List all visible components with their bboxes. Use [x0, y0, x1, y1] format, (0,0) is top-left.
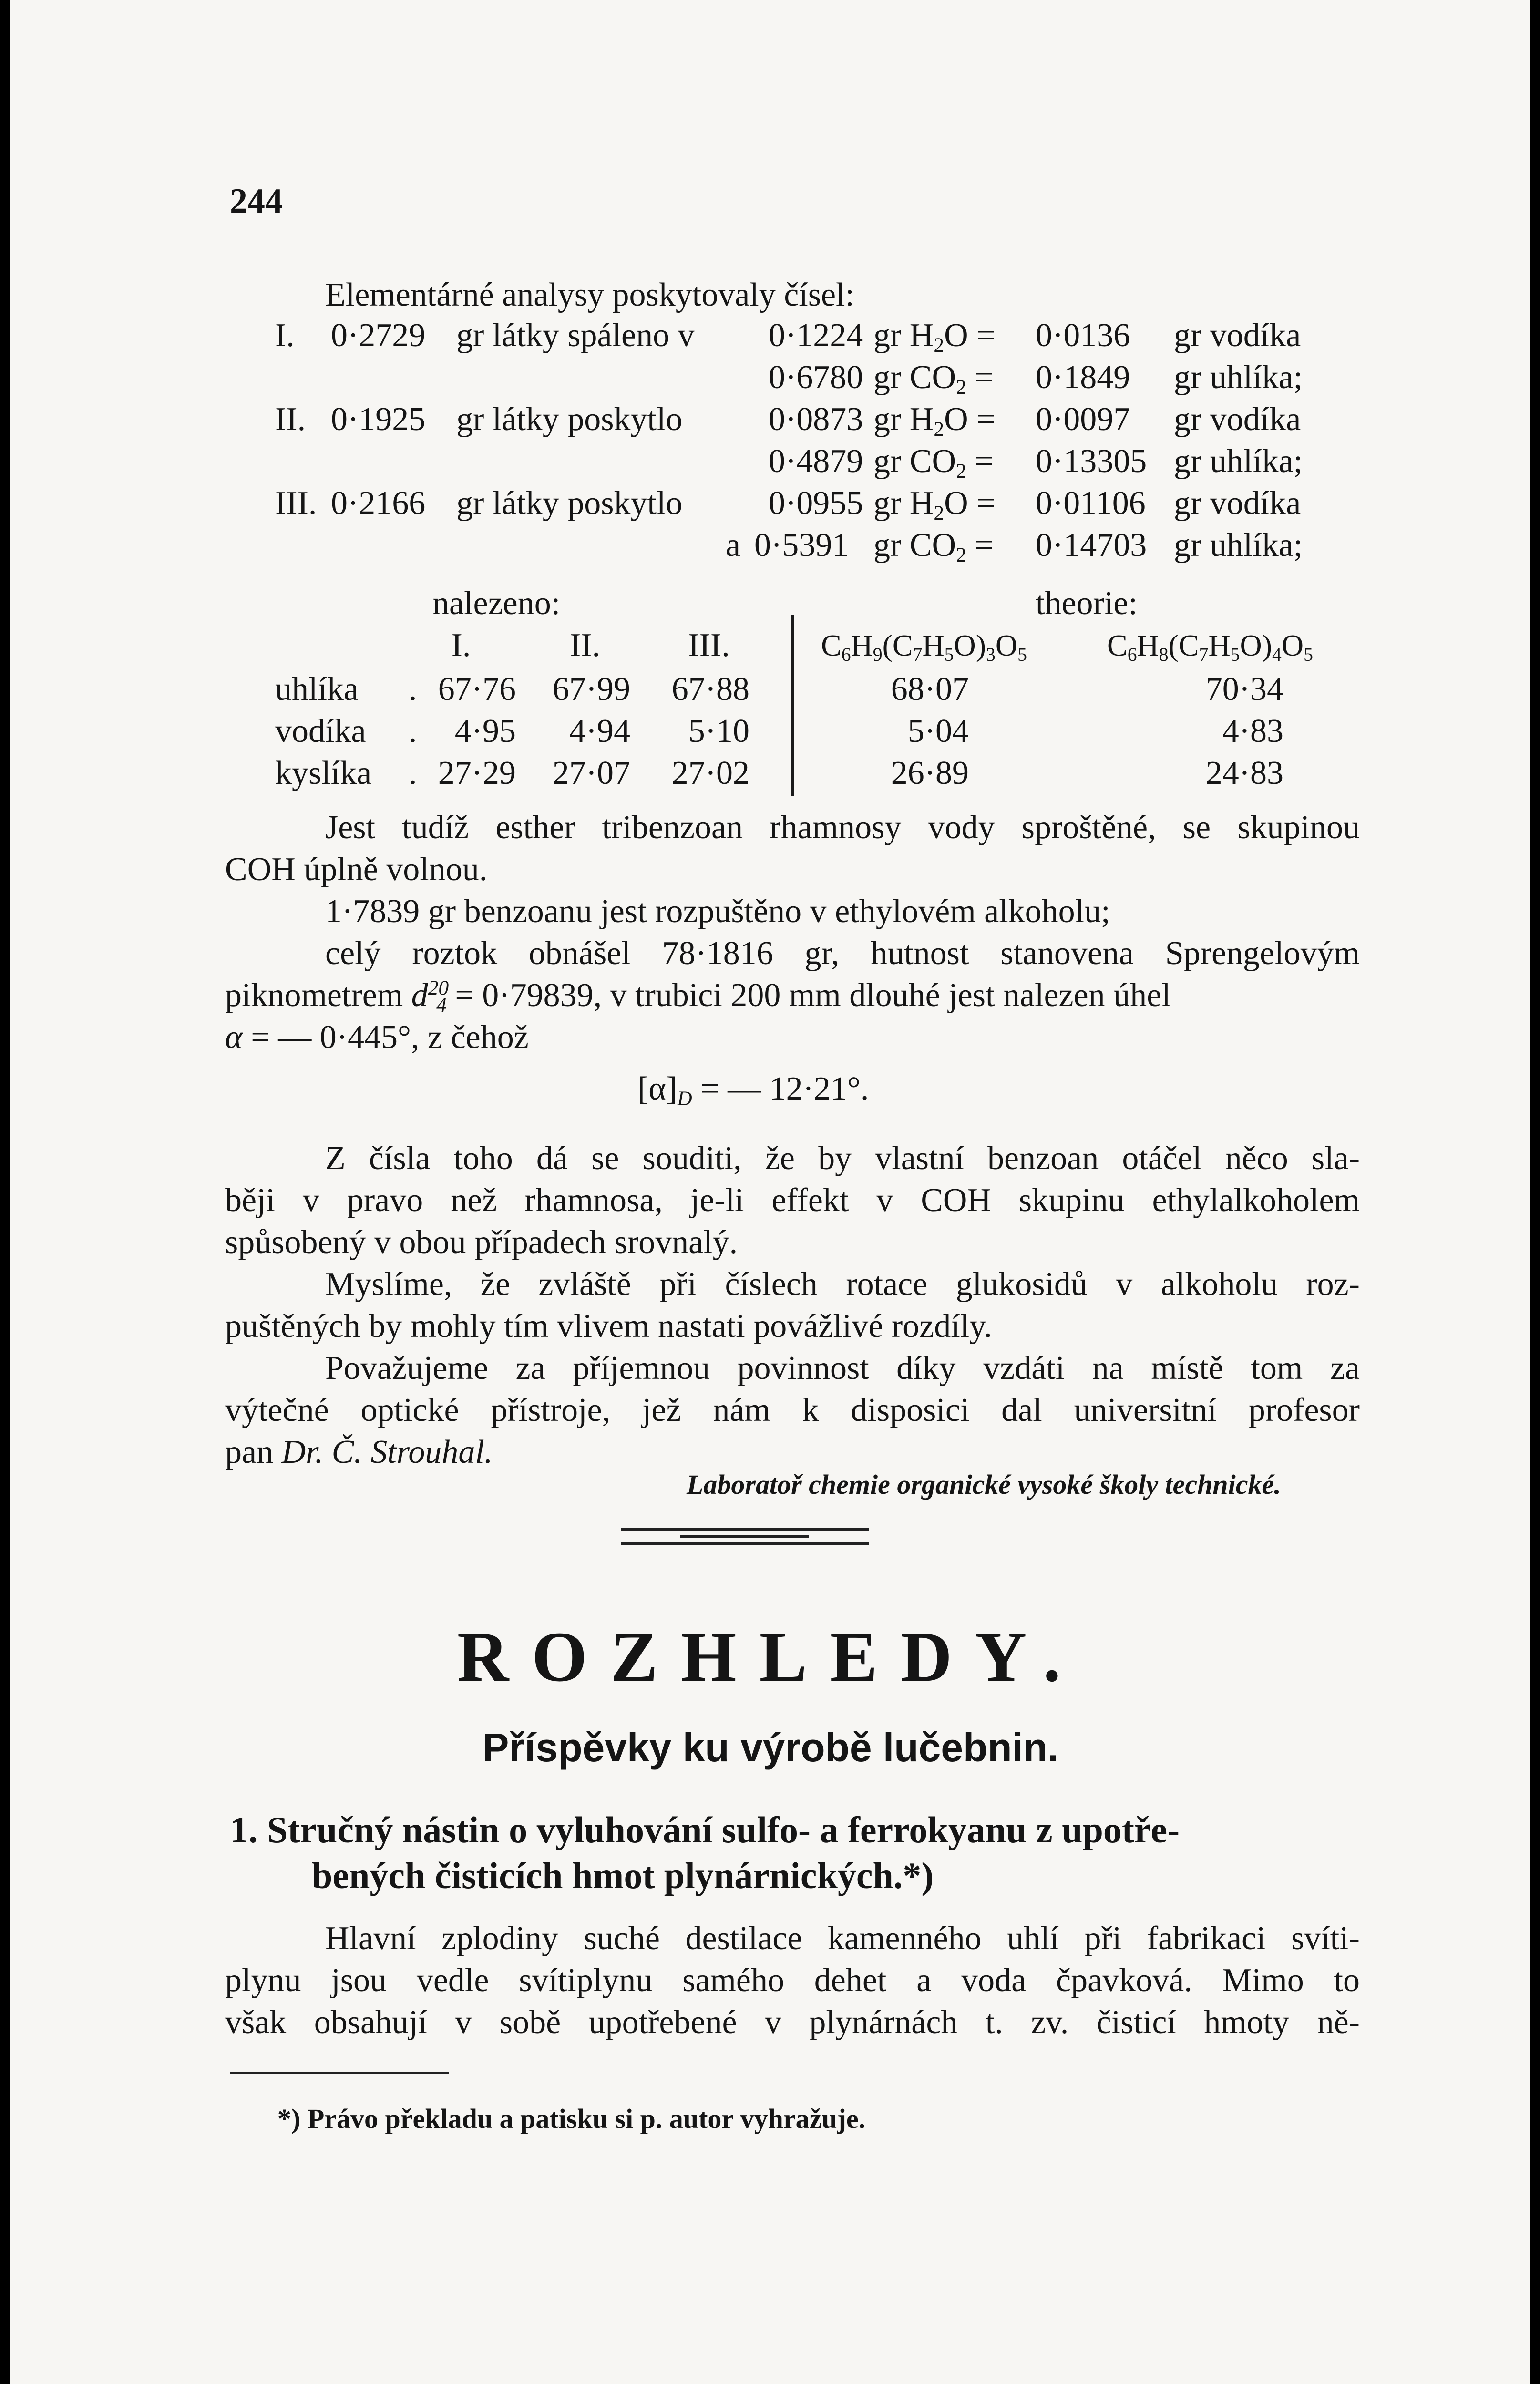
- text-line: Z čísla toho dá se souditi, že by vlastní benzoan otáčel něco sla-: [325, 1140, 1360, 1177]
- analysis-verb: gr látky poskytlo: [456, 401, 683, 438]
- theory-value: 68·07: [891, 671, 969, 708]
- alpha-symbol: α: [225, 1019, 243, 1056]
- column-header: III.: [688, 627, 730, 664]
- rotation-value: = — 12·21°.: [700, 1070, 869, 1107]
- leader-dot: .: [409, 713, 417, 750]
- text-line: výtečné optické přístroje, jež nám k disposici dal universitní profesor: [225, 1392, 1360, 1428]
- theory-label: theorie:: [1036, 585, 1138, 622]
- analysis-intro: Elementárné analysy poskytovaly čísel:: [325, 277, 854, 313]
- found-value: 4·94: [569, 713, 630, 750]
- text-line: Považujeme za příjemnou povinnost díky vzdáti na místě tom za: [325, 1350, 1360, 1387]
- table-divider: [791, 615, 794, 796]
- result-unit: gr vodíka: [1174, 317, 1301, 354]
- text-line: [225, 975, 1171, 1017]
- amount: 0·0873: [769, 401, 863, 438]
- result-value: 0·14703: [1036, 527, 1147, 564]
- result-value: 0·1849: [1036, 359, 1130, 396]
- result-value: 0·0097: [1036, 401, 1130, 438]
- sample-weight: 0·2729: [331, 317, 426, 354]
- analysis-verb: gr látky poskytlo: [456, 485, 683, 522]
- section-title: ROZHLEDY.: [457, 1617, 1084, 1696]
- text-fragment: pan: [225, 1434, 274, 1470]
- rotation-bracket: [α]: [637, 1070, 678, 1107]
- found-value: 67·88: [671, 671, 749, 708]
- text-line: COH úplně volnou.: [225, 851, 488, 888]
- amount: 0·6780: [769, 359, 863, 396]
- rotation-subscript: D: [677, 1087, 692, 1110]
- sample-weight: 0·1925: [331, 401, 426, 438]
- subsection-title: 1. Stručný nástin o vyluhování sulfo- a ferrokyanu z upotře-: [230, 1809, 1180, 1850]
- found-value: 27·07: [552, 755, 630, 791]
- theory-value: 4·83: [1222, 713, 1283, 750]
- leader-dot: .: [409, 755, 417, 791]
- found-value: 5·10: [688, 713, 749, 750]
- amount: 0·1224: [769, 317, 863, 354]
- result-unit: gr vodíka: [1174, 485, 1301, 522]
- article-title: Příspěvky ku výrobě lučebnin.: [482, 1725, 1059, 1770]
- text-line: však obsahují v sobě upotřebené v plynárnách t. zv. čisticí hmoty ně-: [225, 2004, 1360, 2041]
- amount: 0·0955: [769, 485, 863, 522]
- page-number: 244: [230, 182, 283, 221]
- formula-co2: gr $CO_2$ =: [873, 359, 994, 399]
- formula-h2o: gr $H_2O$ =: [873, 485, 996, 525]
- text-fragment: piknometrem: [225, 977, 403, 1014]
- text-fragment: = 0·79839, v trubici 200 mm dlouhé jest nalezen úhel: [455, 977, 1171, 1014]
- formula-h2o: gr $H_2O$ =: [873, 401, 996, 441]
- result-value: 0·13305: [1036, 443, 1147, 480]
- theory-value: 26·89: [891, 755, 969, 791]
- rotation-formula: [637, 1068, 869, 1110]
- analysis-verb: gr látky spáleno v: [456, 317, 695, 354]
- text-line: plynu jsou vedle svítiplynu samého dehet a voda čpavková. Mimo to: [225, 1962, 1360, 1999]
- text-line: Myslíme, že zvláště při číslech rotace glukosidů v alkoholu roz-: [325, 1266, 1360, 1303]
- found-label: nalezeno:: [432, 585, 561, 622]
- text-line: Jest tudíž esther tribenzoan rhamnosy vody sproštěné, se skupinou: [325, 809, 1360, 846]
- subsection-title: bených čisticích hmot plynárnických.*): [312, 1855, 934, 1896]
- result-unit: gr uhlíka;: [1174, 359, 1303, 396]
- element-label: kyslíka: [275, 755, 372, 791]
- text-fragment: = — 0·445°, z čehož: [251, 1019, 529, 1056]
- text-line: spůsobený v obou případech srovnalý.: [225, 1224, 738, 1261]
- laboratory-credit: Laboratoř chemie organické vysoké školy technické.: [687, 1469, 1281, 1500]
- text-line: celý roztok obnášel 78·1816 gr, hutnost stanovena Sprengelovým: [325, 935, 1360, 972]
- analysis-label: I.: [275, 317, 295, 354]
- result-value: 0·01106: [1036, 485, 1146, 522]
- column-header: II.: [569, 627, 601, 664]
- amount: 0·5391: [754, 527, 849, 564]
- leader-dot: .: [409, 671, 417, 708]
- theory-value: 5·04: [907, 713, 969, 750]
- result-unit: gr uhlíka;: [1174, 443, 1303, 480]
- found-value: 67·99: [552, 671, 630, 708]
- found-value: 27·02: [671, 755, 749, 791]
- element-label: vodíka: [275, 713, 366, 750]
- formula-co2: gr $CO_2$ =: [873, 527, 994, 567]
- result-unit: gr vodíka: [1174, 401, 1301, 438]
- formula-tetrabenzoate: $C_6H_8(C_7H_5O)_4O_5$: [1107, 628, 1313, 666]
- found-value: 27·29: [438, 755, 516, 791]
- theory-value: 70·34: [1205, 671, 1283, 708]
- analysis-label: III.: [275, 485, 317, 522]
- theory-value: 24·83: [1205, 755, 1283, 791]
- divider-rule: [621, 1528, 869, 1531]
- found-value: 4·95: [454, 713, 516, 750]
- page: [10, 0, 1530, 2384]
- text-line: puštěných by mohly tím vlivem nastati povážlivé rozdíly.: [225, 1308, 993, 1345]
- divider-rule: [680, 1535, 809, 1538]
- density-symbol: $d^{20}_4$: [411, 976, 449, 1017]
- result-unit: gr uhlíka;: [1174, 527, 1303, 564]
- analysis-label: II.: [275, 401, 306, 438]
- text-line: [225, 1431, 493, 1473]
- formula-h2o: gr $H_2O$ =: [873, 317, 996, 357]
- footnote: *) Právo překladu a patisku si p. autor vyhražuje.: [277, 2103, 866, 2134]
- formula-tribenzoate: $C_6H_9(C_7H_5O)_3O_5$: [821, 628, 1027, 666]
- divider-rule: [621, 1542, 869, 1545]
- author-name: Dr. Č. Strouhal.: [281, 1434, 493, 1470]
- text-line: běji v pravo než rhamnosa, je-li effekt v COH skupinu ethylalkoholem: [225, 1182, 1360, 1219]
- amount: 0·4879: [769, 443, 863, 480]
- result-value: 0·0136: [1036, 317, 1130, 354]
- sample-weight: 0·2166: [331, 485, 426, 522]
- found-value: 67·76: [438, 671, 516, 708]
- column-header: I.: [451, 627, 471, 664]
- footnote-rule: [230, 2072, 449, 2074]
- text-line: [225, 1017, 529, 1058]
- text-line: Hlavní zplodiny suché destilace kamenného uhlí při fabrikaci svíti-: [325, 1920, 1360, 1957]
- prefix-a: a: [726, 527, 741, 564]
- formula-co2: gr $CO_2$ =: [873, 443, 994, 483]
- element-label: uhlíka: [275, 671, 359, 708]
- text-line: 1·7839 gr benzoanu jest rozpuštěno v ethylovém alkoholu;: [325, 893, 1110, 930]
